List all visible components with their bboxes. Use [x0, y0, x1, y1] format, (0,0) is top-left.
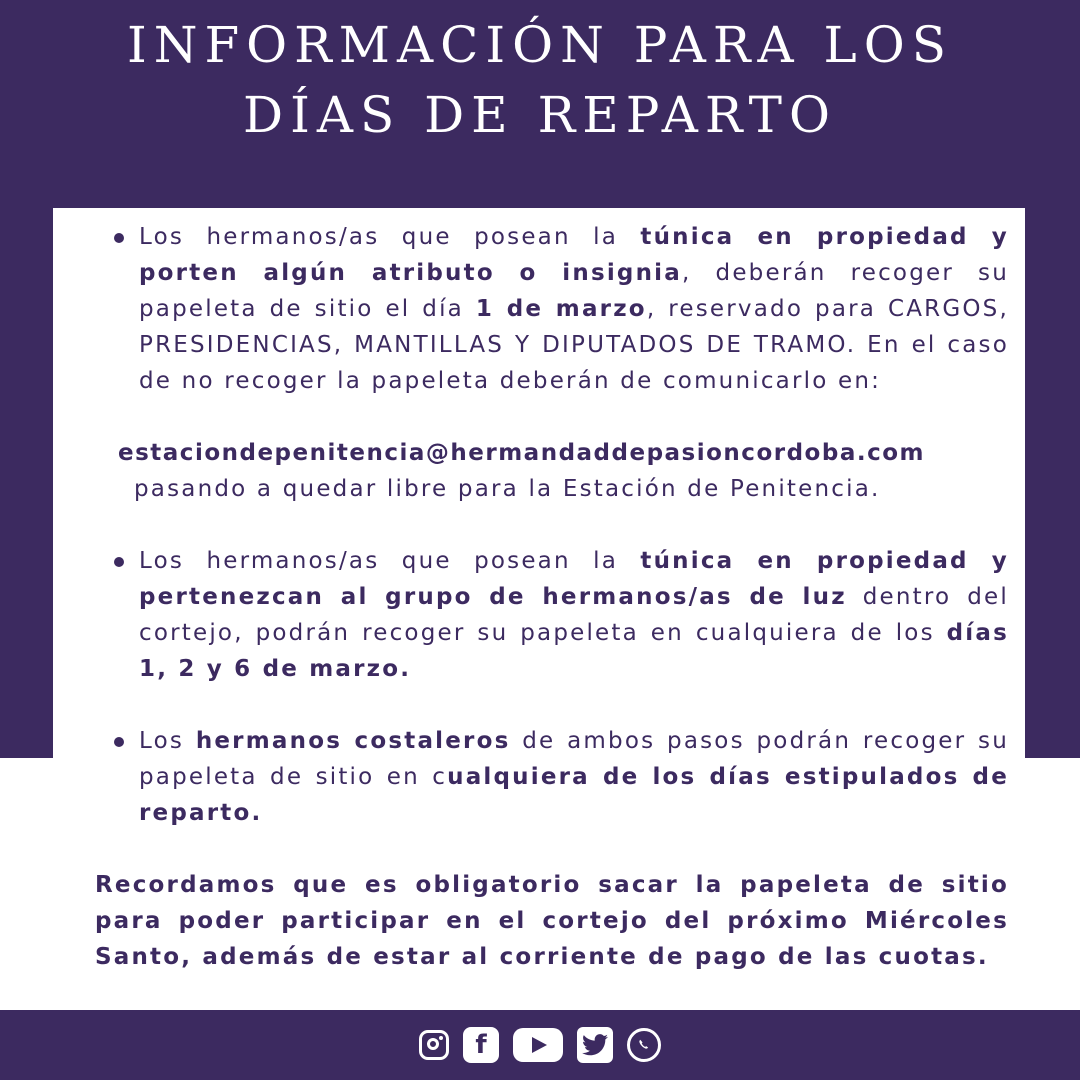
twitter-icon[interactable] — [577, 1027, 613, 1063]
info-item-1-tail: pasando a quedar libre para la Estación de Penitencia. — [134, 476, 881, 502]
facebook-icon[interactable]: f — [463, 1027, 499, 1063]
bullet-icon — [114, 737, 124, 747]
bullet-icon — [114, 557, 124, 567]
contact-email-link[interactable]: estaciondepenitencia@hermandaddepasioncordoba.com — [118, 440, 925, 466]
title-line-2: DÍAS DE REPARTO — [243, 86, 837, 144]
title-line-1: INFORMACIÓN PARA LOS — [126, 16, 954, 74]
bullet-icon — [114, 233, 124, 243]
info-item-1: Los hermanos/as que posean la túnica en propiedad y porten algún atributo o insignia, deberán recoger su papeleta de sitio el día 1 de marzo, reservado para CARGOS, PRESIDENCIAS, MANTILLAS Y DIPUTADOS DE TRAMO. En el caso de no recoger la papeleta deberán de comunicarlo en: — [139, 224, 1009, 394]
social-footer — [0, 1010, 1080, 1080]
page-title — [0, 10, 1080, 150]
info-item-3: Los hermanos costaleros de ambos pasos podrán recoger su papeleta de sitio en cualquiera de los días estipulados de reparto. — [139, 728, 1010, 826]
whatsapp-icon[interactable] — [627, 1028, 661, 1062]
instagram-icon[interactable] — [419, 1030, 449, 1060]
youtube-icon[interactable] — [513, 1028, 563, 1062]
info-item-2: Los hermanos/as que posean la túnica en propiedad y pertenezcan al grupo de hermanos/as de luz dentro del cortejo, podrán recoger su papeleta en cualquiera de los días 1, 2 y 6 de marzo. — [139, 548, 1009, 682]
reminder-text: Recordamos que es obligatorio sacar la papeleta de sitio para poder participar en el cortejo del próximo Miércoles Santo, además de estar al corriente de pago de las cuotas. — [95, 872, 1009, 970]
